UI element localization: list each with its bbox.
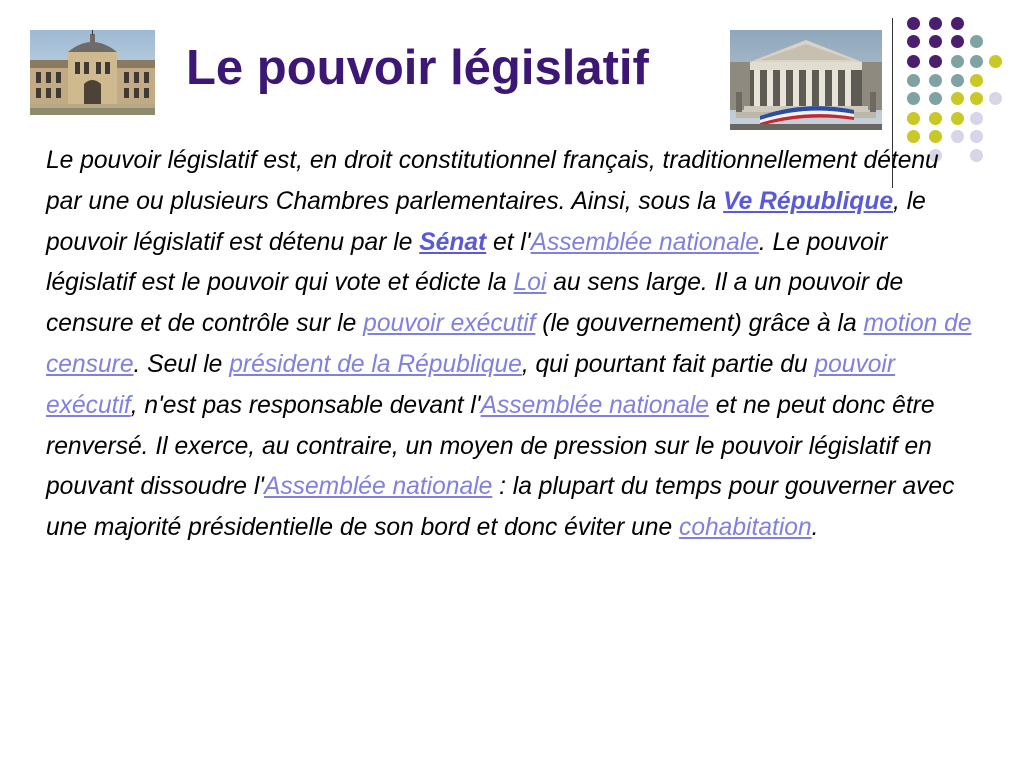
- link-assemblee-nationale[interactable]: Assemblée nationale: [263, 473, 493, 501]
- link-ve-republique[interactable]: Ve République: [723, 187, 894, 215]
- decorative-dot: [951, 92, 964, 105]
- decorative-dot: [929, 112, 942, 125]
- paragraph-text: , n'est pas responsable devant l': [130, 391, 481, 419]
- decorative-dot: [970, 74, 983, 87]
- decorative-dot: [951, 74, 964, 87]
- palais-du-luxembourg-photo: [30, 30, 155, 115]
- decorative-dot: [970, 35, 983, 48]
- decorative-dot: [929, 35, 942, 48]
- paragraph-text: (le gouvernement) grâce à la: [535, 310, 864, 338]
- decorative-dot: [907, 35, 920, 48]
- decorative-dot: [989, 55, 1002, 68]
- link-motion-de-censure[interactable]: motion de censure: [46, 310, 972, 378]
- paragraph-text: et l': [486, 228, 531, 256]
- decorative-dot: [907, 112, 920, 125]
- decorative-dot: [907, 55, 920, 68]
- link-assemblee-nationale[interactable]: Assemblée nationale: [480, 391, 709, 419]
- paragraph-text: : la plupart du temps pour gouverner avec une majorité présidentielle de son bord et donc éviter une: [46, 473, 955, 542]
- link-pouvoir-executif[interactable]: pouvoir exécutif: [46, 350, 896, 419]
- link-pouvoir-executif[interactable]: pouvoir exécutif: [363, 310, 536, 338]
- decorative-dot: [951, 35, 964, 48]
- paragraph-text: au sens large. Il a un pouvoir de censure et de contrôle sur le: [46, 269, 904, 338]
- decorative-dot: [907, 17, 920, 30]
- paragraph-text: . Le pouvoir législatif est le pouvoir qui vote et édicte la: [46, 228, 888, 297]
- decorative-dot: [951, 17, 964, 30]
- link-senat[interactable]: Sénat: [419, 228, 487, 256]
- decorative-dot: [970, 112, 983, 125]
- decorative-dot: [929, 92, 942, 105]
- palais-bourbon-photo: [730, 30, 882, 130]
- link-assemblee-nationale[interactable]: Assemblée nationale: [530, 228, 759, 256]
- decorative-dot: [989, 92, 1002, 105]
- decorative-dot: [970, 92, 983, 105]
- paragraph-text: . Seul le: [133, 350, 230, 378]
- decorative-dot: [907, 92, 920, 105]
- decorative-dot: [951, 55, 964, 68]
- link-cohabitation[interactable]: cohabitation: [679, 514, 812, 542]
- link-president-de-la-republique[interactable]: président de la République: [229, 350, 522, 378]
- decorative-dot: [929, 55, 942, 68]
- page-title: Le pouvoir législatif: [186, 41, 649, 95]
- decorative-dot: [970, 55, 983, 68]
- decorative-dot: [951, 112, 964, 125]
- paragraph-text: , le pouvoir législatif est détenu par le: [46, 187, 926, 256]
- paragraph-text: .: [811, 514, 819, 542]
- paragraph-text: et ne peut donc être renversé. Il exerce, au contraire, un moyen de pression sur le pouvoir législatif en pouvant dissoudre l': [46, 391, 935, 501]
- decorative-dot: [929, 74, 942, 87]
- decorative-dot: [907, 74, 920, 87]
- body-paragraph: [46, 141, 981, 549]
- paragraph-text: Le pouvoir législatif est, en droit constitutionnel français, traditionnellement détenu par une ou plusieurs Chambres parlementaires. Ainsi, sous la: [46, 147, 939, 215]
- paragraph-text: , qui pourtant fait partie du: [521, 350, 815, 378]
- decorative-dot: [929, 17, 942, 30]
- link-loi[interactable]: Loi: [513, 269, 547, 297]
